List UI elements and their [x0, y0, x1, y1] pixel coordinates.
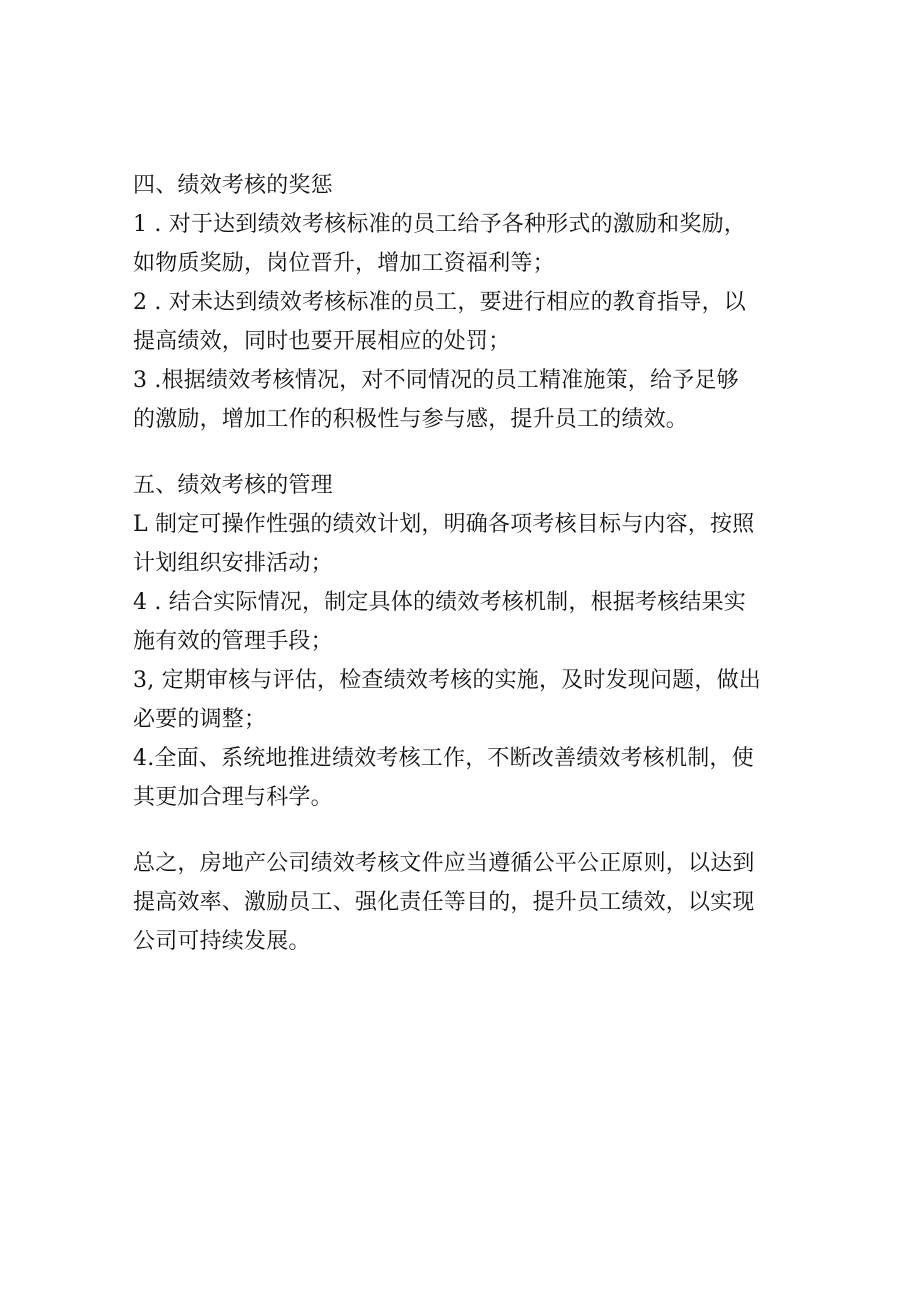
conclusion-line: 提高效率、激励员工、强化责任等目的，提升员工绩效，以实现	[133, 890, 755, 915]
section-heading-rewards: 四、绩效考核的奖惩	[133, 173, 333, 198]
paragraph-line: 3 .根据绩效考核情况，对不同情况的员工精准施策，给予足够	[133, 368, 739, 393]
paragraph-line: 如物质奖励，岗位晋升，增加工资福利等；	[133, 251, 555, 276]
paragraph-line: 4.全面、系统地推进绩效考核工作，不断改善绩效考核机制，使	[133, 746, 754, 771]
paragraph-line: L 制定可操作性强的绩效计划，明确各项考核目标与内容，按照	[133, 512, 755, 537]
paragraph-line: 4 . 结合实际情况，制定具体的绩效考核机制，根据考核结果实	[133, 590, 746, 615]
paragraph-line: 提高绩效，同时也要开展相应的处罚；	[133, 329, 511, 354]
paragraph-line: 3, 定期审核与评估，检查绩效考核的实施，及时发现问题，做出	[133, 668, 761, 693]
paragraph-line: 施有效的管理手段；	[133, 629, 333, 654]
section-heading-management: 五、绩效考核的管理	[133, 473, 333, 498]
conclusion-line: 公司可持续发展。	[133, 929, 311, 954]
paragraph-line: 计划组织安排活动；	[133, 551, 333, 576]
document-body	[133, 166, 793, 961]
paragraph-line: 的激励，增加工作的积极性与参与感，提升员工的绩效。	[133, 407, 689, 432]
section-spacer	[133, 817, 793, 844]
conclusion-line: 总之，房地产公司绩效考核文件应当遵循公平公正原则，以达到	[133, 851, 755, 876]
section-spacer	[133, 439, 793, 466]
paragraph-line: 必要的调整；	[133, 707, 267, 732]
paragraph-line: 其更加合理与科学。	[133, 785, 333, 810]
paragraph-line: 2 . 对未达到绩效考核标准的员工，要进行相应的教育指导，以	[133, 290, 746, 315]
paragraph-line: 1 . 对于达到绩效考核标准的员工给予各种形式的激励和奖励，	[133, 212, 746, 237]
